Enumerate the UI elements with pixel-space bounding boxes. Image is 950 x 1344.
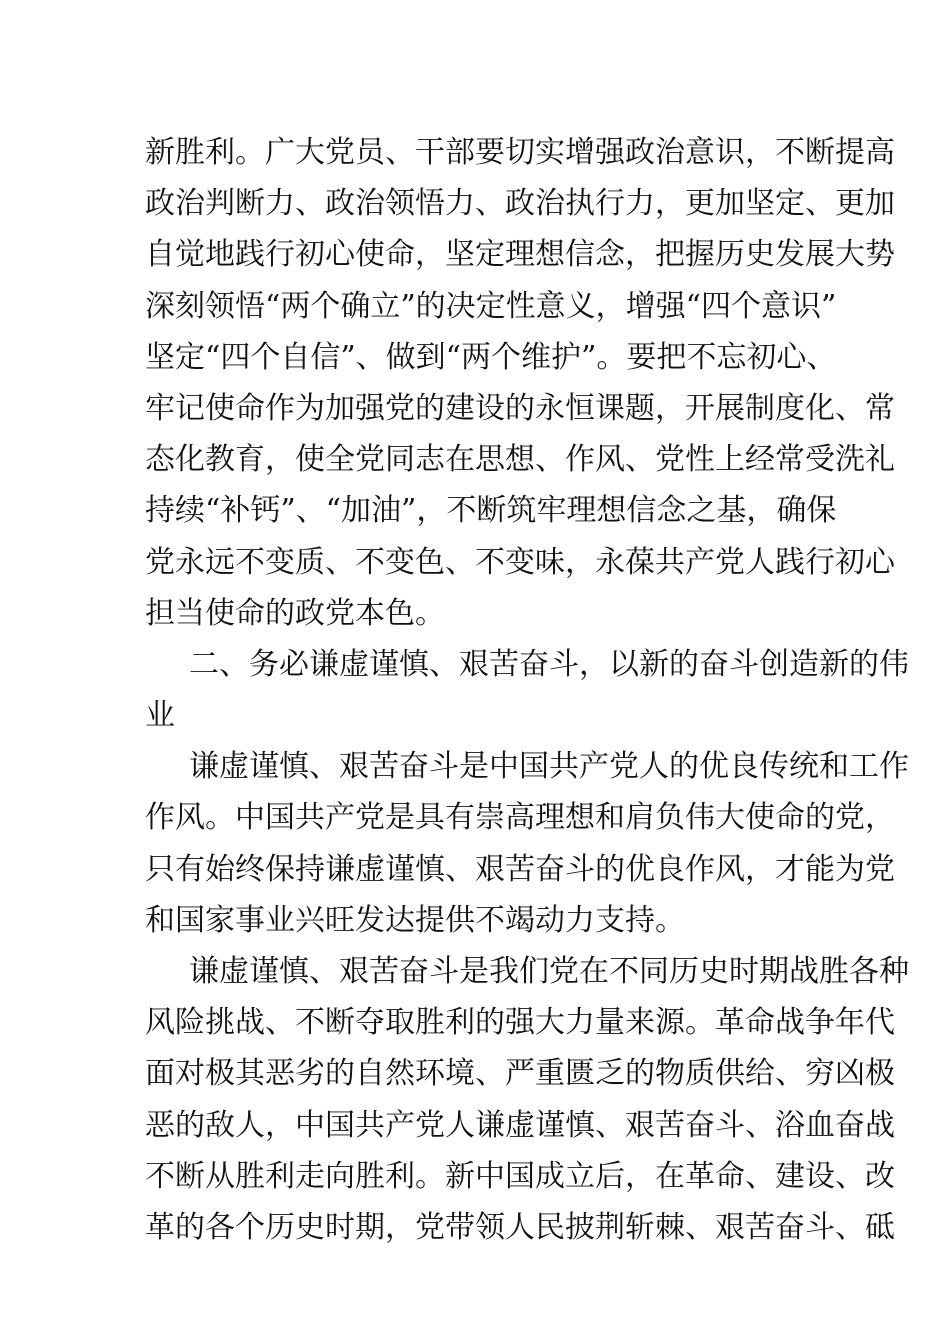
section-heading-line: 业 (145, 698, 175, 734)
text-line: 新胜利。广大党员、干部要切实增强政治意识，不断提高 (145, 135, 895, 170)
document-body (145, 127, 909, 1253)
text-line: 谦虚谨慎、艰苦奋斗是我们党在不同历史时期战胜各种 (189, 954, 909, 989)
text-line: 风险挑战、不断夺取胜利的强大力量来源。革命战争年代 (145, 1005, 895, 1041)
text-line: 谦虚谨慎、艰苦奋斗是中国共产党人的优良传统和工作 (189, 749, 909, 785)
text-line: 深刻领悟“两个确立”的决定性意义，增强“四个意识” (145, 288, 837, 324)
text-line: 党永远不变质、不变色、不变味，永葆共产党人践行初心 (145, 544, 895, 580)
text-line: 革的各个历史时期，党带领人民披荆斩棘、艰苦奋斗、砥 (145, 1209, 895, 1245)
text-line: 持续“补钙”、“加油”，不断筑牢理想信念之基，确保 (145, 493, 837, 529)
text-line: 担当使命的政党本色。 (145, 595, 445, 631)
text-line: 牢记使命作为加强党的建设的永恒课题，开展制度化、常 (145, 390, 895, 426)
section-heading-line: 二、务必谦虚谨慎、艰苦奋斗，以新的奋斗创造新的伟 (189, 646, 909, 682)
text-line: 坚定“四个自信”、做到“两个维护”。要把不忘初心、 (145, 339, 837, 375)
text-line: 和国家事业兴旺发达提供不竭动力支持。 (145, 902, 685, 938)
text-line: 只有始终保持谦虚谨慎、艰苦奋斗的优良作风，才能为党 (145, 851, 895, 887)
text-line: 自觉地践行初心使命，坚定理想信念，把握历史发展大势 (145, 237, 895, 273)
text-line: 作风。中国共产党是具有崇高理想和肩负伟大使命的党， (145, 800, 895, 836)
text-line: 不断从胜利走向胜利。新中国成立后，在革命、建设、改 (145, 1158, 895, 1194)
text-line: 恶的敌人，中国共产党人谦虚谨慎、艰苦奋斗、浴血奋战 (145, 1107, 895, 1143)
text-line: 态化教育，使全党同志在思想、作风、党性上经常受洗礼 (145, 442, 895, 478)
text-line: 面对极其恶劣的自然环境、严重匮乏的物质供给、穷凶极 (145, 1056, 895, 1092)
text-line: 政治判断力、政治领悟力、政治执行力，更加坚定、更加 (145, 186, 895, 222)
